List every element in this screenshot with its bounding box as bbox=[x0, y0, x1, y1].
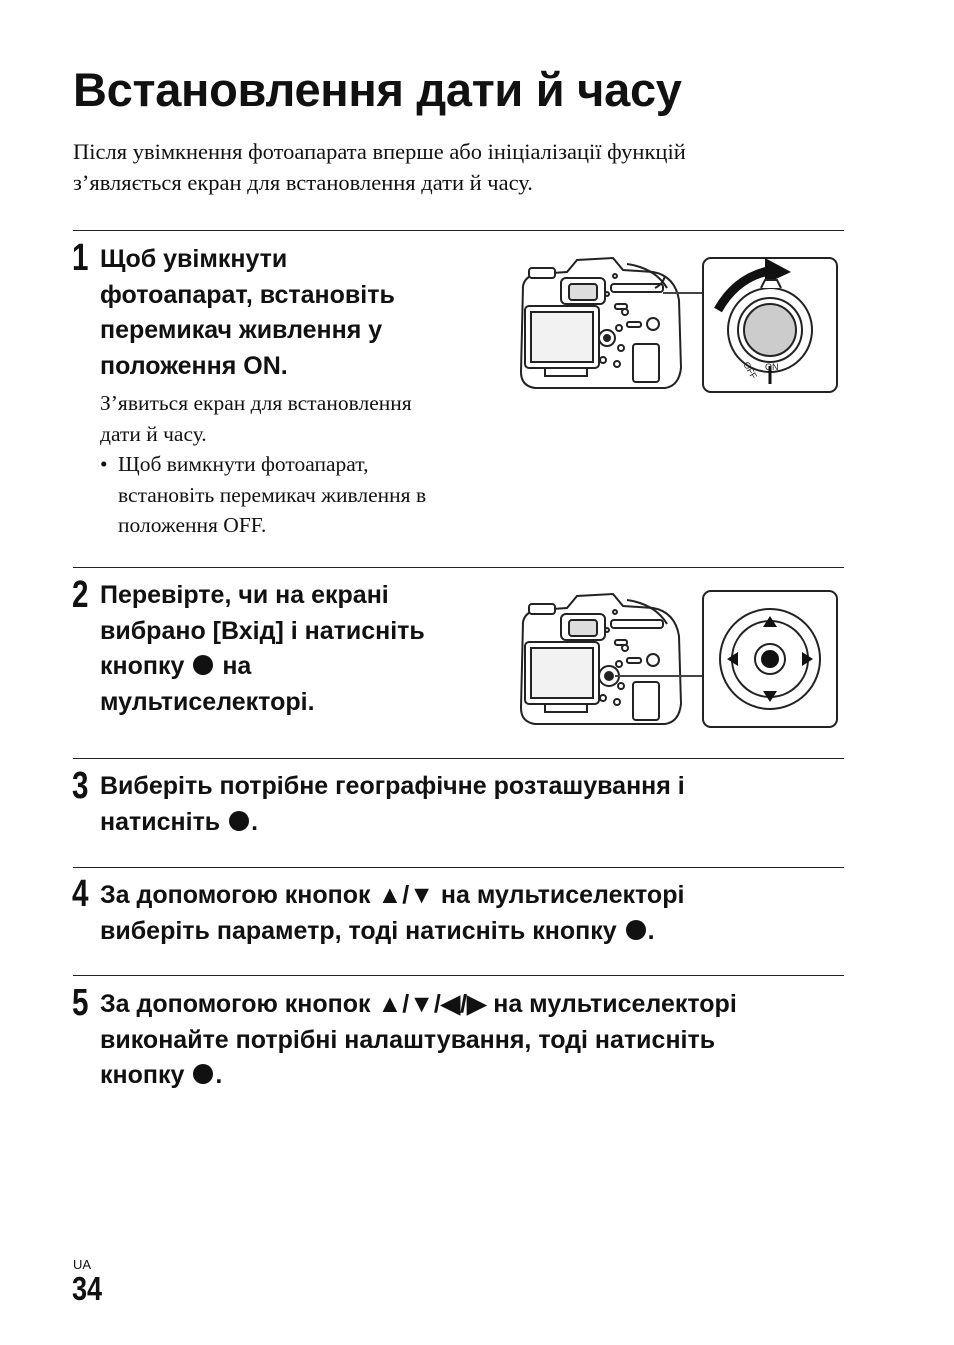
step-number: 1 bbox=[72, 237, 89, 279]
step-line bbox=[100, 1058, 737, 1094]
step-text-fragment: . bbox=[215, 1061, 223, 1089]
step-text-fragment: на bbox=[222, 652, 252, 680]
camera-back-icon bbox=[521, 258, 681, 388]
direction-arrows-icon: ▲/▼/◀/▶ bbox=[377, 990, 487, 1018]
step-text-fragment: За допомогою кнопок bbox=[100, 881, 371, 909]
intro-line: Після увімкнення фотоапарата вперше або ініціалізації функцій bbox=[73, 139, 686, 164]
step-number: 2 bbox=[72, 574, 89, 616]
page-title: Встановлення дати й часу bbox=[73, 63, 682, 116]
step-1-note bbox=[100, 388, 426, 541]
filled-circle-icon bbox=[191, 653, 215, 677]
step-text-fragment: За допомогою кнопок bbox=[100, 990, 371, 1018]
divider bbox=[73, 867, 844, 868]
step-line bbox=[100, 878, 684, 914]
step-5-text bbox=[100, 987, 737, 1094]
step-text-fragment: виберіть параметр, тоді натисніть кнопку bbox=[100, 916, 617, 945]
switch-off-label: OFF bbox=[741, 360, 759, 381]
step-line: Виберіть потрібне географічне розташування і bbox=[100, 772, 685, 800]
switch-on-label: ON bbox=[765, 362, 779, 372]
step-line: Щоб увімкнути bbox=[100, 245, 288, 273]
step-2-text bbox=[100, 578, 425, 720]
step-number: 4 bbox=[72, 873, 89, 915]
step-line bbox=[100, 805, 685, 841]
step-line: мультиселекторі. bbox=[100, 687, 315, 716]
step-line: перемикач живлення у bbox=[100, 316, 383, 344]
step-text-fragment: натисніть bbox=[100, 807, 221, 836]
camera-back-icon bbox=[521, 594, 681, 724]
step-text-fragment: . bbox=[251, 807, 259, 836]
step-text-fragment: кнопку bbox=[100, 652, 185, 680]
divider bbox=[73, 758, 844, 759]
step-3-text bbox=[100, 769, 685, 840]
bullet-line: встановіть перемикач живлення в bbox=[118, 482, 427, 507]
step-line bbox=[100, 914, 684, 950]
camera-power-switch-illustration bbox=[515, 248, 845, 400]
step-line bbox=[100, 987, 737, 1023]
step-text-fragment: . bbox=[647, 916, 655, 945]
filled-circle-icon bbox=[227, 809, 251, 833]
note-line: З’явиться екран для встановлення bbox=[100, 391, 412, 415]
page-language-code: UA bbox=[73, 1257, 92, 1272]
bullet-mark: • bbox=[100, 452, 108, 476]
intro-line: з’являється екран для встановлення дати й часу. bbox=[73, 170, 533, 195]
divider bbox=[73, 567, 844, 568]
intro-paragraph bbox=[73, 136, 853, 198]
divider bbox=[73, 975, 844, 976]
bullet-line: положення OFF. bbox=[118, 513, 267, 537]
bullet-item bbox=[100, 449, 426, 541]
step-4-text bbox=[100, 878, 684, 949]
step-text-fragment: кнопку bbox=[100, 1061, 185, 1089]
filled-circle-icon bbox=[624, 918, 648, 942]
step-line: положення ON. bbox=[100, 351, 288, 380]
step-1-text bbox=[100, 242, 395, 384]
note-line: дати й часу. bbox=[100, 421, 207, 446]
step-number: 3 bbox=[72, 765, 89, 807]
filled-circle-icon bbox=[191, 1062, 215, 1086]
step-line: Перевірте, чи на екрані bbox=[100, 581, 389, 609]
step-text-fragment: на мультиселекторі bbox=[440, 881, 685, 909]
step-line: фотоапарат, встановіть bbox=[100, 280, 395, 309]
page-number: 34 bbox=[72, 1270, 103, 1307]
divider bbox=[73, 230, 844, 231]
camera-multiselector-illustration bbox=[515, 584, 845, 734]
step-line: виконайте потрібні налаштування, тоді натисніть bbox=[100, 1025, 716, 1054]
bullet-line: Щоб вимкнути фотоапарат, bbox=[118, 452, 369, 476]
step-text-fragment: на мультиселекторі bbox=[493, 990, 737, 1018]
up-down-arrows-icon: ▲/▼ bbox=[377, 881, 434, 909]
step-number: 5 bbox=[72, 982, 89, 1024]
step-line: вибрано [Вхід] і натисніть bbox=[100, 616, 425, 645]
step-line bbox=[100, 649, 425, 685]
